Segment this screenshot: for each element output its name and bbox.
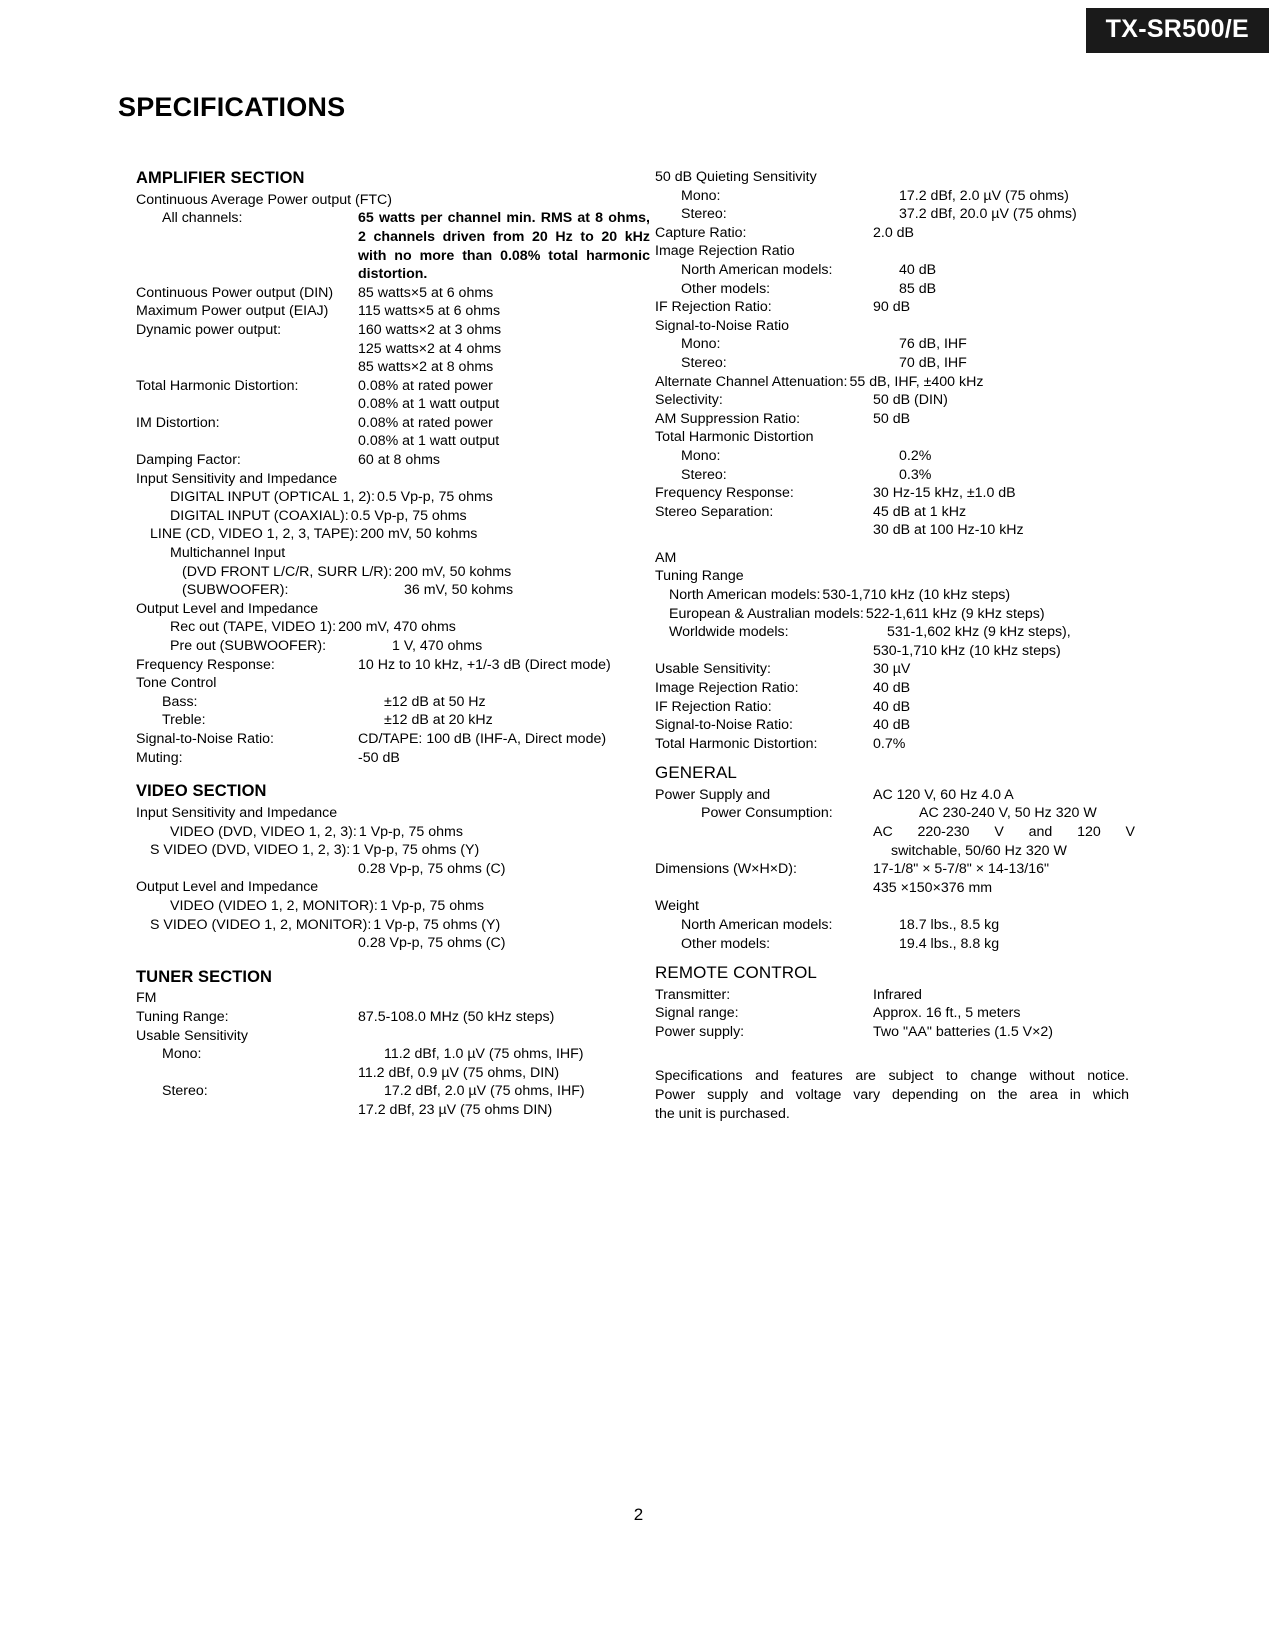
spec-row-rec-out <box>136 618 656 637</box>
value: Infrared <box>873 986 922 1003</box>
value: 17.2 dBf, 2.0 µV (75 ohms, IHF) <box>384 1083 585 1100</box>
label: IM Distortion: <box>136 414 220 431</box>
thd-cont: 0.08% at 1 watt output <box>358 396 500 413</box>
spec-row-muting <box>136 749 656 768</box>
value: 0.08% at rated power <box>358 377 493 394</box>
value: 40 dB <box>873 717 911 734</box>
value: 1 Vp-p, 75 ohms (Y) <box>373 916 501 933</box>
label: Maximum Power output (EIAJ) <box>136 303 329 320</box>
value: 531-1,602 kHz (9 kHz steps), <box>887 624 1071 641</box>
label: Bass: <box>162 693 198 710</box>
spec-row-im-distortion <box>136 414 656 433</box>
tuner-fm-label: FM <box>136 990 157 1007</box>
value: 37.2 dBf, 20.0 µV (75 ohms) <box>899 206 1077 223</box>
spec-row-transmitter <box>655 986 1135 1005</box>
am-tuning-range-heading: Tuning Range <box>655 568 744 585</box>
value: 70 dB, IHF <box>899 354 967 371</box>
spec-row-tuner-frequency-response <box>655 484 1135 503</box>
spec-row-dimensions <box>655 860 1135 879</box>
image-rejection-heading: Image Rejection Ratio <box>655 243 795 260</box>
spec-row-image-north-american <box>655 261 1135 280</box>
spec-row-pre-out <box>136 637 656 656</box>
spec-row-damping-factor <box>136 451 656 470</box>
quieting-sensitivity-heading: 50 dB Quieting Sensitivity <box>655 169 817 185</box>
label: Signal range: <box>655 1005 739 1022</box>
value: 76 dB, IHF <box>899 336 967 353</box>
value: 200 mV, 470 ohms <box>338 619 456 636</box>
spec-row-capture-ratio <box>655 224 1135 243</box>
amplifier-ftc-label: Continuous Average Power output (FTC) <box>136 191 393 208</box>
value: 85 dB <box>899 280 937 297</box>
spec-row-subwoofer-input <box>136 581 656 600</box>
label: European & Australian models: <box>669 605 864 622</box>
label: Tuning Range: <box>136 1009 229 1026</box>
multichannel-input-heading: Multichannel Input <box>170 545 286 562</box>
value: 0.08% at rated power <box>358 414 493 431</box>
value: 10 Hz to 10 kHz, +1/-3 dB (Direct mode) <box>358 656 611 673</box>
label: Stereo Separation: <box>655 503 774 520</box>
power-supply-switchable <box>873 823 1135 860</box>
label: Power supply: <box>655 1023 745 1040</box>
spec-row-s-video-output <box>136 916 656 935</box>
section-heading-remote-control: REMOTE CONTROL <box>655 963 817 983</box>
am-worldwide-cont: 530-1,710 kHz (10 kHz steps) <box>873 642 1061 659</box>
spec-row-thd <box>136 377 656 396</box>
spec-row-power-consumption <box>655 804 1135 823</box>
spec-row-selectivity <box>655 391 1135 410</box>
label: Treble: <box>162 712 206 729</box>
spec-row-am-usable-sensitivity <box>655 660 1135 679</box>
label: Mono: <box>681 187 721 204</box>
left-column <box>136 168 656 1120</box>
section-heading-general: GENERAL <box>655 763 737 783</box>
value: 0.7% <box>873 735 906 752</box>
label: Signal-to-Noise Ratio: <box>136 730 274 747</box>
spec-row-amplifier-snr <box>136 730 656 749</box>
spec-row-alternate-channel <box>655 373 1135 392</box>
spec-row-s-video-input <box>136 841 656 860</box>
label: Total Harmonic Distortion: <box>136 377 299 394</box>
value: ±12 dB at 20 kHz <box>384 712 493 729</box>
dynamic-power-cont-1: 125 watts×2 at 4 ohms <box>358 340 502 357</box>
spec-row-tuner-snr-stereo <box>655 354 1135 373</box>
section-heading-video: VIDEO SECTION <box>136 782 267 801</box>
value: 85 watts×5 at 6 ohms <box>358 284 494 301</box>
label: IF Rejection Ratio: <box>655 299 772 316</box>
spec-row-fm-mono <box>136 1045 656 1064</box>
spec-row-bass <box>136 693 656 712</box>
disclaimer-line-2: Power supply and voltage vary depending on the area in which <box>655 1087 1129 1104</box>
value: 30 Hz-15 kHz, ±1.0 dB <box>873 485 1016 502</box>
ftc-line-2: 2 channels driven from 20 Hz to 20 kHz <box>358 228 650 245</box>
spec-row-digital-coaxial <box>136 507 656 526</box>
value: 0.2% <box>899 447 932 464</box>
value: 50 dB (DIN) <box>873 392 948 409</box>
spec-row-line-input <box>136 525 656 544</box>
label: Damping Factor: <box>136 452 241 469</box>
label: Other models: <box>681 280 771 297</box>
label: (DVD FRONT L/C/R, SURR L/R): <box>182 563 393 580</box>
right-column <box>655 168 1135 1124</box>
spec-row-am-european-australian <box>655 605 1135 624</box>
tuner-snr-heading: Signal-to-Noise Ratio <box>655 317 790 334</box>
spec-row-power-supply <box>655 786 1135 805</box>
label: Signal-to-Noise Ratio: <box>655 717 793 734</box>
fm-mono-cont: 11.2 dBf, 0.9 µV (75 ohms, DIN) <box>358 1064 560 1081</box>
label: Stereo: <box>681 354 727 371</box>
value: 40 dB <box>899 261 937 278</box>
model-badge: TX-SR500/E <box>1086 8 1269 53</box>
disclaimer-line-3: the unit is purchased. <box>655 1106 790 1122</box>
ftc-line-1: 65 watts per channel min. RMS at 8 ohms, <box>358 210 650 227</box>
video-output-heading: Output Level and Impedance <box>136 879 319 896</box>
value: 115 watts×5 at 6 ohms <box>358 303 501 320</box>
label: Alternate Channel Attenuation: <box>655 373 848 390</box>
label: Worldwide models: <box>669 624 789 641</box>
label: LINE (CD, VIDEO 1, 2, 3, TAPE): <box>150 526 359 543</box>
value: ±12 dB at 50 Hz <box>384 693 486 710</box>
label: Mono: <box>162 1046 202 1063</box>
section-heading-amplifier: AMPLIFIER SECTION <box>136 169 305 187</box>
spec-row-dynamic-power <box>136 321 656 340</box>
am-heading: AM <box>655 549 677 566</box>
spec-row-weight-other <box>655 935 1135 954</box>
value: CD/TAPE: 100 dB (IHF-A, Direct mode) <box>358 730 607 747</box>
value: 1 Vp-p, 75 ohms <box>358 823 463 840</box>
section-heading-tuner: TUNER SECTION <box>136 967 273 986</box>
disclaimer-note <box>655 1067 1129 1123</box>
label: DIGITAL INPUT (OPTICAL 1, 2): <box>170 489 375 506</box>
power-line-4: switchable, 50/60 Hz 320 W <box>891 842 1067 859</box>
value: 0.5 Vp-p, 75 ohms <box>376 489 493 506</box>
spec-row-tuner-thd-stereo <box>655 466 1135 485</box>
value: 45 dB at 1 kHz <box>873 503 967 520</box>
value: 60 at 8 ohms <box>358 452 441 469</box>
spec-row-dvd-front-surr <box>136 563 656 582</box>
value: -50 dB <box>358 749 400 766</box>
value: 50 dB <box>873 410 911 427</box>
dimensions-cont: 435 ×150×376 mm <box>873 879 993 896</box>
value: 11.2 dBf, 1.0 µV (75 ohms, IHF) <box>384 1046 584 1063</box>
spec-row-stereo-separation <box>655 503 1135 522</box>
spec-row-tuner-thd-mono <box>655 447 1135 466</box>
label: Power Supply and <box>655 786 771 803</box>
label: Dynamic power output: <box>136 321 282 338</box>
video-input-heading: Input Sensitivity and Impedance <box>136 804 338 821</box>
label: Usable Sensitivity: <box>655 661 771 678</box>
value: 200 mV, 50 kohms <box>394 563 512 580</box>
label: Continuous Power output (DIN) <box>136 284 334 301</box>
page-title: SPECIFICATIONS <box>118 92 346 122</box>
label: Capture Ratio: <box>655 224 747 241</box>
tuner-thd-heading: Total Harmonic Distortion <box>655 429 814 446</box>
value: 530-1,710 kHz (10 kHz steps) <box>822 587 1011 604</box>
value: 17.2 dBf, 2.0 µV (75 ohms) <box>899 187 1069 204</box>
value: Two "AA" batteries (1.5 V×2) <box>873 1023 1054 1040</box>
label: Selectivity: <box>655 392 723 409</box>
fm-stereo-cont: 17.2 dBf, 23 µV (75 ohms DIN) <box>358 1102 553 1119</box>
label: AM Suppression Ratio: <box>655 410 801 427</box>
label: DIGITAL INPUT (COAXIAL): <box>170 507 349 524</box>
video-input-cont: 0.28 Vp-p, 75 ohms (C) <box>358 860 506 877</box>
value: AC 120 V, 60 Hz 4.0 A <box>873 786 1014 803</box>
spec-row-if-rejection <box>655 298 1135 317</box>
value: Approx. 16 ft., 5 meters <box>873 1005 1021 1022</box>
spec-row-maximum-eiaj <box>136 302 656 321</box>
value: 17-1/8" × 5-7/8" × 14-13/16" <box>873 861 1050 878</box>
label: IF Rejection Ratio: <box>655 698 772 715</box>
label: Stereo: <box>162 1083 208 1100</box>
value: 1 V, 470 ohms <box>392 638 483 655</box>
label: (SUBWOOFER): <box>182 582 289 599</box>
spec-row-video-output <box>136 897 656 916</box>
label: Pre out (SUBWOOFER): <box>170 638 327 655</box>
spec-row-image-other <box>655 280 1135 299</box>
spec-row-am-thd <box>655 735 1135 754</box>
spec-row-quieting-stereo <box>655 205 1135 224</box>
value: 0.5 Vp-p, 75 ohms <box>350 507 467 524</box>
ftc-line-4: distortion. <box>358 266 428 283</box>
label: Muting: <box>136 749 183 766</box>
spec-row-digital-optical <box>136 488 656 507</box>
spec-row-am-north-american <box>655 586 1135 605</box>
value: 40 dB <box>873 680 911 697</box>
im-distortion-cont: 0.08% at 1 watt output <box>358 433 500 450</box>
value: 160 watts×2 at 3 ohms <box>358 321 502 338</box>
label: S VIDEO (VIDEO 1, 2, MONITOR): <box>150 916 372 933</box>
label: North American models: <box>669 587 821 604</box>
value: 30 µV <box>873 661 911 678</box>
spec-row-remote-power-supply <box>655 1023 1135 1042</box>
spec-row-quieting-mono <box>655 187 1135 206</box>
fm-usable-sensitivity-heading: Usable Sensitivity <box>136 1027 248 1044</box>
label: North American models: <box>681 261 833 278</box>
label: Mono: <box>681 447 721 464</box>
value: 0.3% <box>899 466 932 483</box>
spec-row-am-if-rejection <box>655 698 1135 717</box>
stereo-separation-cont: 30 dB at 100 Hz-10 kHz <box>873 522 1024 539</box>
value: 87.5-108.0 MHz (50 kHz steps) <box>358 1009 555 1026</box>
amplifier-all-channels-label: All channels: <box>162 210 243 227</box>
ftc-line-3: with no more than 0.08% total harmonic <box>358 247 650 264</box>
label: S VIDEO (DVD, VIDEO 1, 2, 3): <box>150 842 351 859</box>
value: 200 mV, 50 kohms <box>360 526 478 543</box>
amplifier-input-heading: Input Sensitivity and Impedance <box>136 470 338 487</box>
value: 522-1,611 kHz (9 kHz steps) <box>865 605 1045 622</box>
label: North American models: <box>681 917 833 933</box>
label: Mono: <box>681 336 721 353</box>
spec-row-am-snr <box>655 716 1135 735</box>
label: Other models: <box>681 935 771 952</box>
spec-row-weight-north-american <box>655 916 1135 935</box>
dynamic-power-cont-2: 85 watts×2 at 8 ohms <box>358 359 494 376</box>
video-output-cont: 0.28 Vp-p, 75 ohms (C) <box>358 935 506 952</box>
value: AC 230-240 V, 50 Hz 320 W <box>919 805 1097 822</box>
label: VIDEO (DVD, VIDEO 1, 2, 3): <box>170 823 357 840</box>
value: 1 Vp-p, 75 ohms (Y) <box>352 842 480 859</box>
disclaimer-line-1: Specifications and features are subject to change without notice. <box>655 1068 1129 1085</box>
spec-row-fm-tuning-range <box>136 1008 656 1027</box>
label: Transmitter: <box>655 986 731 1003</box>
value: 55 dB, IHF, ±400 kHz <box>849 373 984 390</box>
label: Rec out (TAPE, VIDEO 1): <box>170 619 337 636</box>
spec-row-video-input <box>136 823 656 842</box>
spec-row-signal-range <box>655 1004 1135 1023</box>
spec-row-am-worldwide <box>655 623 1135 642</box>
amplifier-output-heading: Output Level and Impedance <box>136 600 319 617</box>
value: 40 dB <box>873 698 911 715</box>
spec-row-frequency-response <box>136 656 656 675</box>
spec-row-treble <box>136 711 656 730</box>
label: Frequency Response: <box>136 656 275 673</box>
value: 18.7 lbs., 8.5 kg <box>899 917 1000 933</box>
value: 2.0 dB <box>873 224 915 241</box>
label: Frequency Response: <box>655 485 794 502</box>
label: Stereo: <box>681 206 727 223</box>
amplifier-ftc-rating <box>358 209 650 283</box>
spec-row-fm-stereo <box>136 1082 656 1101</box>
power-line-3: AC 220-230 V and 120 V <box>873 824 1135 841</box>
value: 19.4 lbs., 8.8 kg <box>899 935 1000 952</box>
label: VIDEO (VIDEO 1, 2, MONITOR): <box>170 897 378 914</box>
page-number: 2 <box>633 1505 644 1524</box>
weight-heading: Weight <box>655 898 699 915</box>
value: 36 mV, 50 kohms <box>404 582 514 599</box>
value: 90 dB <box>873 299 911 316</box>
label: Power Consumption: <box>701 805 833 822</box>
spec-row-am-image-rejection <box>655 679 1135 698</box>
label: Image Rejection Ratio: <box>655 680 799 697</box>
tone-control-heading: Tone Control <box>136 675 217 692</box>
spec-row-continuous-din <box>136 284 656 303</box>
label: Dimensions (W×H×D): <box>655 861 797 878</box>
value: 1 Vp-p, 75 ohms <box>379 897 484 914</box>
label: Total Harmonic Distortion: <box>655 735 818 752</box>
spec-row-tuner-snr-mono <box>655 335 1135 354</box>
spec-row-am-suppression <box>655 410 1135 429</box>
label: Stereo: <box>681 466 727 483</box>
